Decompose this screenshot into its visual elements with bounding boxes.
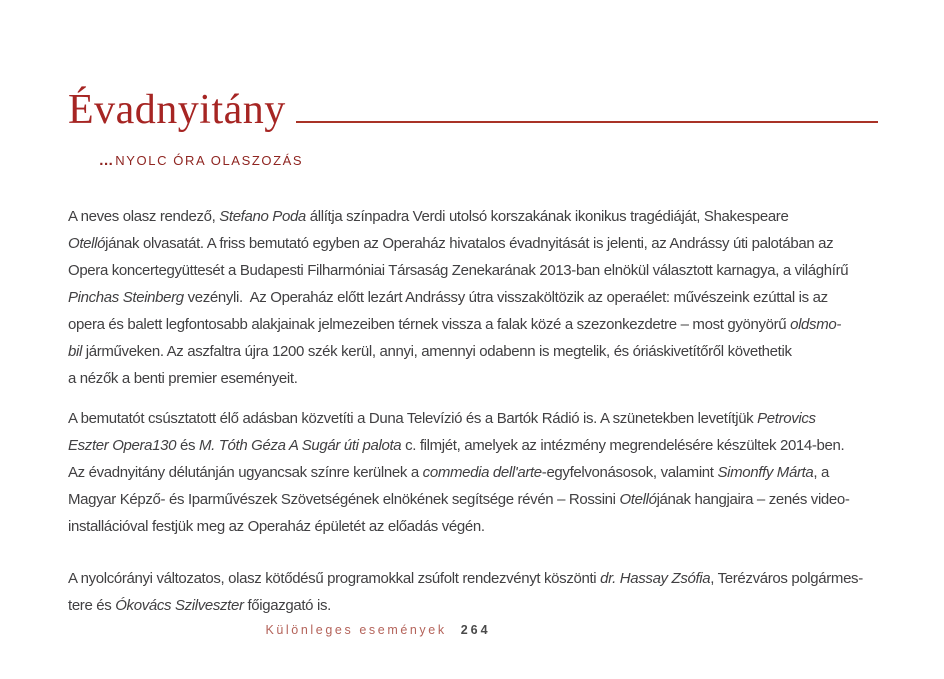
page-subtitle — [68, 137, 878, 184]
text-line: Opera koncertegyüttesét a Budapesti Filharmóniai Társaság Zenekarának 2013-ban elnökül választott karnagya, a világhírű — [68, 262, 849, 279]
subtitle-ellipsis: ... — [99, 152, 114, 170]
text-line: a nézők a benti premier eseményeit. — [68, 370, 298, 387]
subtitle-text: NYOLC ÓRA OLASZOZÁS — [115, 153, 304, 169]
footer-section-label: Különleges események — [265, 623, 447, 637]
text-line: Eszter Opera130 és M. Tóth Géza A Sugár úti palota c. filmjét, amelyek az intézmény megrendelésére készültek 2014-ben. — [68, 437, 845, 454]
body-paragraph — [68, 565, 913, 619]
text-line: Pinchas Steinberg vezényli. Az Operaház előtt lezárt Andrássy útra visszaköltözik az operaélet: művészeink ezúttal is az — [68, 289, 828, 306]
text-line: A nyolcórányi változatos, olasz kötődésű programokkal zsúfolt rendezvényt köszönti dr. Hassay Zsófia, Terézváros polgármes- — [68, 570, 863, 587]
footer-inner — [265, 623, 490, 637]
text-line: Magyar Képző- és Iparművészek Szövetségének elnökének segítsége révén – Rossini Otellójának hangjaira – zenés video- — [68, 491, 850, 508]
text-line: Otellójának olvasatát. A friss bemutató egyben az Operaház hivatalos évadnyitását is jelenti, az Andrássy úti palotában az — [68, 235, 834, 252]
body-text — [68, 203, 913, 632]
text-line: Az évadnyitány délutánján ugyancsak színre kerülnek a commedia dell'arte-egyfelvonásosok, valamint Simonffy Márta, a — [68, 464, 830, 481]
page-title: Évadnyitány — [68, 87, 286, 133]
title-rule-line — [296, 121, 878, 123]
text-line: A bemutatót csúsztatott élő adásban közvetíti a Duna Televízió és a Bartók Rádió is. A szünetekben levetítjük Petrovics — [68, 410, 816, 427]
text-line: tere és Ókovács Szilveszter főigazgató is. — [68, 597, 331, 614]
body-paragraph — [68, 405, 913, 540]
body-paragraph — [68, 203, 913, 392]
footer-page-number: 264 — [460, 623, 491, 637]
footer — [68, 623, 878, 637]
title-row — [68, 88, 878, 132]
header — [68, 88, 878, 184]
text-line: bil járműveken. Az aszfaltra újra 1200 szék kerül, annyi, amennyi odabenn is megtelik, és óriáskivetítőről követhetik — [68, 343, 792, 360]
text-line: installációval festjük meg az Operaház épületét az előadás végén. — [68, 518, 485, 535]
text-line: opera és balett legfontosabb alakjainak jelmezeiben térnek vissza a falak közé a szezonkezdetre – most gyönyörű oldsmo- — [68, 316, 841, 333]
text-line: A neves olasz rendező, Stefano Poda állítja színpadra Verdi utolsó korszakának ikonikus tragédiáját, Shakespeare — [68, 208, 789, 225]
